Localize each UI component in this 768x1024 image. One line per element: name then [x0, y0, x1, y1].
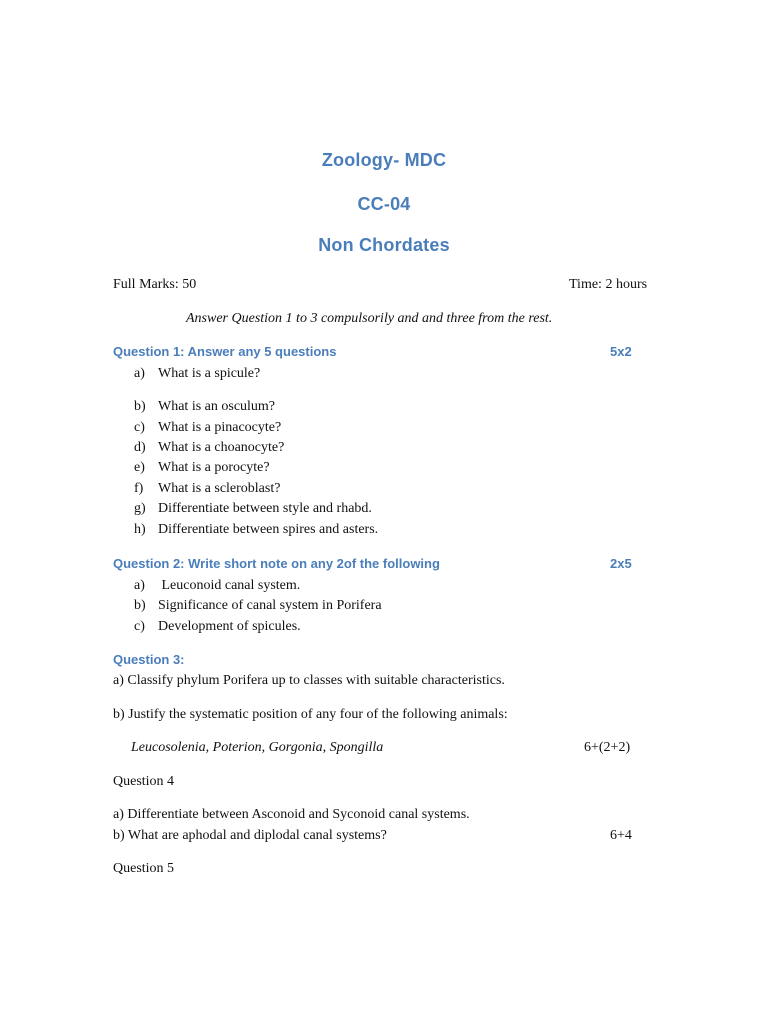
- list-marker: b): [134, 399, 146, 414]
- list-marker: a): [134, 578, 145, 593]
- list-item: [0, 365, 600, 383]
- question-2-heading: Question 2: Write short note on any 2of the following: [113, 556, 440, 571]
- course-subject: Non Chordates: [318, 235, 450, 255]
- list-item: [0, 521, 600, 539]
- page-title: Zoology- MDC: [321, 150, 447, 170]
- list-marker: e): [134, 460, 145, 475]
- question-2-marks: 2x5: [610, 556, 632, 571]
- list-marker: f): [134, 481, 144, 496]
- question-3-animals: Leucosolenia, Poterion, Gorgonia, Spongilla: [131, 740, 384, 755]
- list-item: [0, 480, 600, 498]
- list-item: [0, 439, 600, 457]
- list-marker: b): [134, 598, 146, 613]
- list-item-text: What is a pinacocyte?: [158, 420, 282, 435]
- question-4-marks: 6+4: [610, 828, 632, 843]
- list-item: [0, 459, 600, 477]
- list-item-text: Differentiate between style and rhabd.: [158, 501, 372, 516]
- list-item: [0, 577, 600, 595]
- question-4-part-a: a) Differentiate between Asconoid and Syconoid canal systems.: [113, 807, 470, 822]
- list-item: [0, 597, 600, 615]
- list-item-text: Development of spicules.: [158, 619, 301, 634]
- full-marks: Full Marks: 50: [113, 277, 197, 292]
- question-5-heading: Question 5: [113, 861, 175, 876]
- question-1-heading: Question 1: Answer any 5 questions: [113, 344, 337, 359]
- list-item: [0, 398, 600, 416]
- list-marker: c): [134, 619, 145, 634]
- list-item-text: Differentiate between spires and asters.: [158, 522, 379, 537]
- question-3-heading: Question 3:: [113, 652, 185, 667]
- list-item-text: What is a porocyte?: [158, 460, 270, 475]
- list-marker: h): [134, 522, 146, 537]
- list-item-text: What is a choanocyte?: [158, 440, 285, 455]
- question-3-marks: 6+(2+2): [584, 740, 631, 755]
- list-marker: g): [134, 501, 146, 516]
- list-item: [0, 618, 600, 636]
- question-4-part-b: b) What are aphodal and diplodal canal systems?: [113, 828, 387, 843]
- list-item: [0, 419, 600, 437]
- list-item-text: What is an osculum?: [158, 399, 276, 414]
- list-marker: a): [134, 366, 145, 381]
- list-marker: c): [134, 420, 145, 435]
- question-3-part-b: b) Justify the systematic position of any four of the following animals:: [113, 707, 508, 722]
- list-item-text: What is a spicule?: [158, 366, 261, 381]
- question-4-heading: Question 4: [113, 774, 175, 789]
- list-item: [0, 500, 600, 518]
- time-allowed: Time: 2 hours: [569, 277, 648, 292]
- list-item-text: Leuconoid canal system.: [158, 578, 301, 593]
- list-item-text: What is a scleroblast?: [158, 481, 281, 496]
- instructions: Answer Question 1 to 3 compulsorily and and three from the rest.: [186, 311, 553, 326]
- question-3-part-a: a) Classify phylum Porifera up to classes with suitable characteristics.: [113, 673, 505, 688]
- list-marker: d): [134, 440, 146, 455]
- list-item-text: Significance of canal system in Porifera: [158, 598, 382, 613]
- course-code: CC-04: [357, 194, 411, 214]
- question-1-marks: 5x2: [610, 344, 632, 359]
